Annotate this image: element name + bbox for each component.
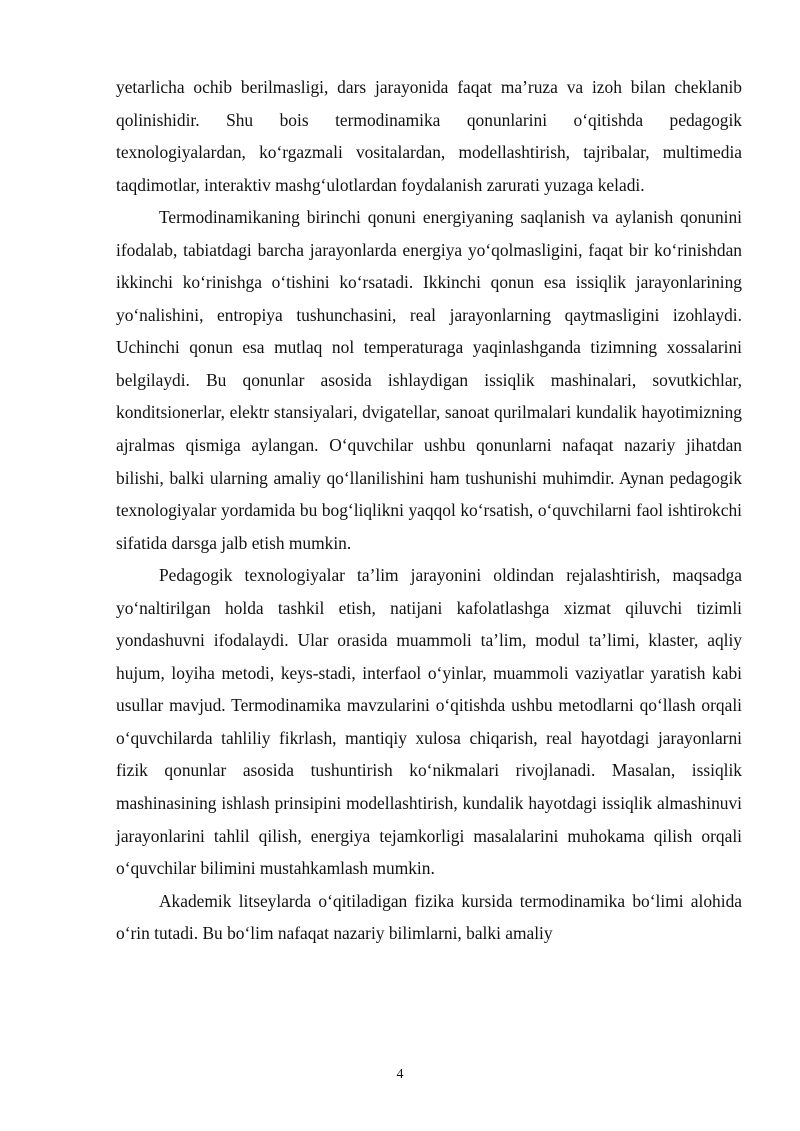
paragraph-academic-lyceums: Akademik litseylarda o‘qitiladigan fizika kursida termodinamika bo‘limi alohida o‘rin tutadi. Bu bo‘lim nafaqat nazariy bilimlarni, balki amaliy — [116, 890, 742, 944]
paragraph-continuation: yetarlicha ochib berilmasligi, dars jarayonida faqat ma’ruza va izoh bilan cheklanib qolinishidir. Shu bois termodinamika qonunlarini o‘qitishda pedagogik texnologiyalardan, ko‘rgazmali vositalardan, modellashtirish, tajribalar, multimedia taqdimotlar, interaktiv mashg‘ulotlardan foydalanish zarurati yuzaga keladi. — [116, 77, 742, 195]
paragraph-thermodynamics-laws: Termodinamikaning birinchi qonuni energiyaning saqlanish va aylanish qonunini ifodalab, tabiatdagi barcha jarayonlarda energiya yo‘qolmasligini, faqat bir ko‘rinishdan ikkinchi ko‘rinishga o‘tishini ko‘rsatadi. Ikkinchi qonun esa issiqlik jarayonlarining yo‘nalishini, entropiya tushunchasini, real jarayonlarning qaytmasligini izohlaydi. Uchinchi qonun esa mutlaq nol temperaturaga yaqinlashganda tizimning xossalarini belgilaydi. Bu qonunlar asosida ishlaydigan issiqlik mashinalari, sovutkichlar, konditsionerlar, elektr stansiyalari, dvigatellar, sanoat qurilmalari kundalik hayotimizning ajralmas qismiga aylangan. O‘quvchilar ushbu qonunlarni nafaqat nazariy jihatdan bilishi, balki ularning amaliy qo‘llanilishini ham tushunishi muhimdir. Aynan pedagogik texnologiyalar yordamida bu bog‘liqlikni yaqqol ko‘rsatish, o‘quvchilarni faol ishtirokchi sifatida darsga jalb etish mumkin. — [116, 207, 742, 553]
paragraph-pedagogical-technologies: Pedagogik texnologiyalar ta’lim jarayonini oldindan rejalashtirish, maqsadga yo‘naltirilgan holda tashkil etish, natijani kafolatlashga xizmat qiluvchi tizimli yondashuvni ifodalaydi. Ular orasida muammoli ta’lim, modul ta’limi, klaster, aqliy hujum, loyiha metodi, keys-stadi, interfaol o‘yinlar, muammoli vaziyatlar yaratish kabi usullar mavjud. Termodinamika mavzularini o‘qitishda ushbu metodlarni qo‘llash orqali o‘quvchilarda tahliliy fikrlash, mantiqiy xulosa chiqarish, real hayotdagi jarayonlarni fizik qonunlar asosida tushuntirish ko‘nikmalari rivojlanadi. Masalan, issiqlik mashinasining ishlash prinsipini modellashtirish, kundalik hayotdagi issiqlik almashinuvi jarayonlarini tahlil qilish, energiya tejamkorligi masalalarini muhokama qilish orqali o‘quvchilar bilimini mustahkamlash mumkin. — [116, 565, 742, 879]
page-number: 4 — [396, 1067, 404, 1082]
document-page — [116, 71, 742, 950]
